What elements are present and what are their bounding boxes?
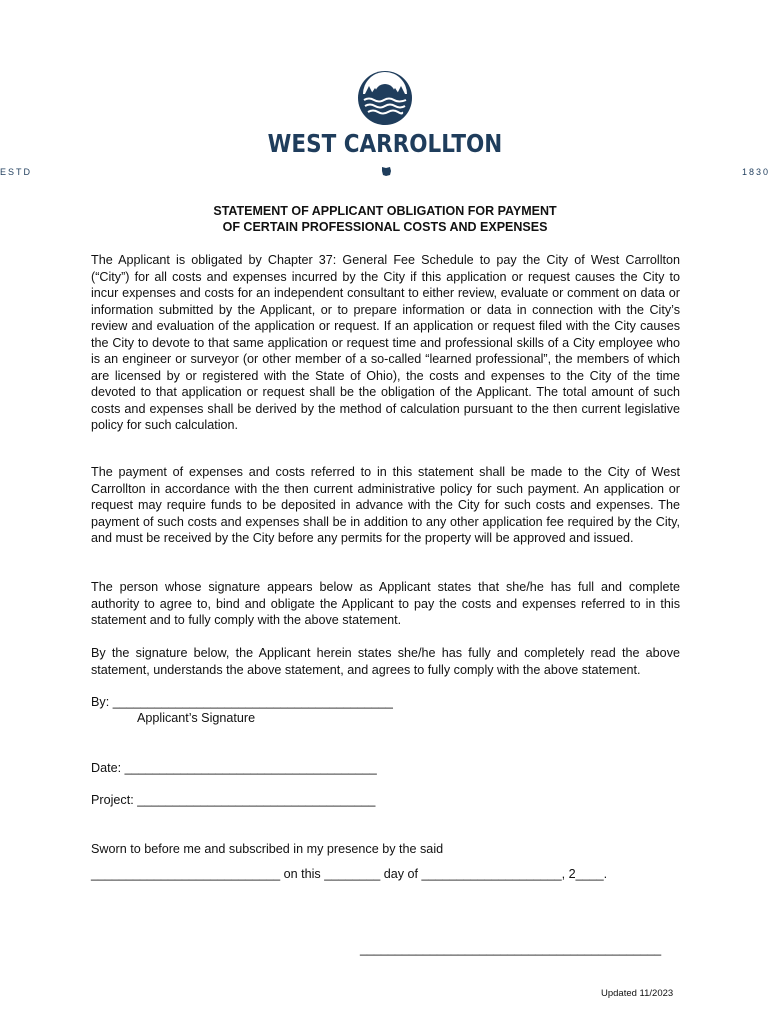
ohio-state-icon [381, 166, 392, 177]
paragraph-acknowledgement: By the signature below, the Applicant herein states she/he has fully and completely read the above statement, understands the above statement, and agrees to fully comply with the above statement. [91, 646, 680, 677]
updated-date: Updated 11/2023 [601, 988, 674, 999]
signature-field[interactable]: By: ________________________________________ [91, 695, 393, 709]
title-line-1: STATEMENT OF APPLICANT OBLIGATION FOR PAYMENT [213, 204, 557, 218]
date-field[interactable]: Date: ____________________________________ [91, 761, 377, 775]
title-line-2: OF CERTAIN PROFESSIONAL COSTS AND EXPENSES [222, 220, 548, 234]
sworn-date-field[interactable]: ___________________________ on this ________ day of ____________________, 2____. [91, 867, 608, 881]
city-name: WEST CARROLLTON [267, 129, 503, 158]
notary-signature-field[interactable]: ___________________________________________ [360, 942, 662, 956]
project-field[interactable]: Project: __________________________________ [91, 793, 376, 807]
estd-year: 1830 [741, 166, 770, 177]
established-line [0, 166, 770, 177]
signature-caption: Applicant’s Signature [137, 711, 256, 725]
document-title [0, 203, 770, 235]
sworn-statement: Sworn to before me and subscribed in my presence by the said [91, 842, 444, 856]
city-logo [0, 70, 770, 177]
paragraph-authority: The person whose signature appears below as Applicant states that she/he has full and complete authority to agree to, bind and obligate the Applicant to pay the costs and expenses referred to in this statement and to fully comply with the above statement. [91, 580, 680, 627]
paragraph-obligation: The Applicant is obligated by Chapter 37: General Fee Schedule to pay the City of West Carrollton (“City”) for all costs and expenses incurred by the City if this application or request causes the City to incur expenses and costs for an independent consultant to either review, evaluate or comment on data or information submitted by the Applicant, or to prepare information or data in connection with the City’s review and evaluation of the application or request. If an application or request filed with the City causes the City to devote to that same application or request time and professional skills of a City employee who is an engineer or surveyor (or other member of a so-called “learned professional”, the members of which are licensed by or registered with the State of Ohio), the costs and expenses to the City of the time devoted to that application or request shall be the obligation of the Applicant. The total amount of such costs and expenses shall be derived by the method of calculation pursuant to the then current legislative policy for such calculation. [91, 253, 680, 432]
city-seal-icon [357, 70, 413, 126]
paragraph-payment: The payment of expenses and costs referred to in this statement shall be made to the City of West Carrollton in accordance with the then current administrative policy for such payment. An application or request may require funds to be deposited in advance with the City for such costs and expenses. The payment of such costs and expenses shall be in addition to any other application fee required by the City, and must be received by the City before any permits for the property will be approved and issued. [91, 465, 680, 545]
estd-label: ESTD [0, 166, 33, 177]
